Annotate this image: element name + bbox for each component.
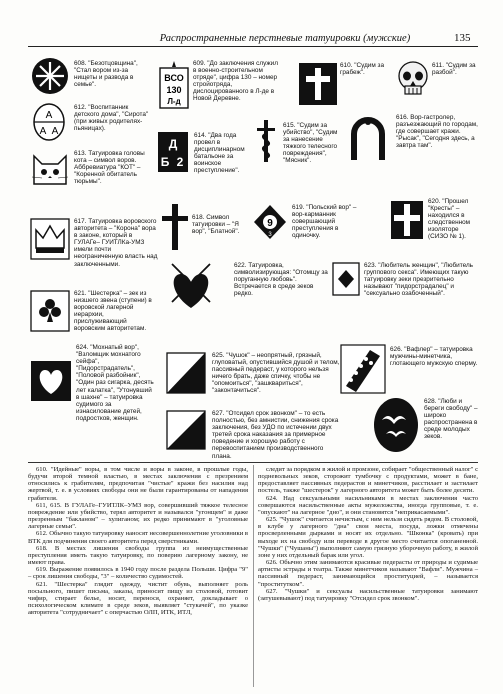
paragraph: 627. "Чушки" и сексуалы насильственные татуировки занимают (затушевывают) под татуировку "Отсидел срок звонком". [258,587,478,602]
tattoo-618-cross [160,202,190,252]
tattoo-617-crown [30,218,70,260]
shield-text-mid: 130 [166,85,182,95]
caption-627: 627. "Отсидел срок звонком" – то есть полностью, без амнистии, снижения срока заключения, без УДО по истечении двух третей срока наказания за примерное поведение и хорошую работу с перевоспитанием производственного плана. [212,410,339,460]
caption-620: 620. "Прошел "Кресты" – находился в следственном изоляторе (СИЗО № 1). [428,198,471,241]
caption-618: 618. Символ татуировки – "Я вор", "Блатной". [192,214,240,236]
caption-611: 611. "Судим за разбой". [432,62,476,77]
tattoo-610-cross [298,62,338,106]
paragraph: 610. "Идейные" воры, в том числе и воры в законе, в прошлые годы, будучи второй темной властью, в местах заключения с презрением относились к грабителям, предпочитая "чистые" кражи без насилия над жертвой, т. е. в условиях свободы они не были гарантированы от нападения грабителя. [28,466,248,502]
section-rule [28,462,478,463]
shield-text-bot: Л-д [167,97,181,106]
tattoo-612-letters [32,102,66,142]
letter-left: А [39,126,47,137]
paragraph: 618. В местах лишения свободы группа из неимущественные преступления иметь такую татуировку, по поверию лагерному закону, не имеют права. [28,544,248,567]
body-column-left [28,466,248,616]
tattoo-613-cat-head [30,150,70,186]
tattoo-615-dagger-snake [254,118,278,166]
tattoo-614-shield [156,130,190,174]
tattoo-611-skull [395,60,431,104]
paragraph: 626. Обычно этим занимаются красивые педерасты от природы и судимые артисты эстрады и театра. Также минетчиков называют "Вафли". Мужчина – пассивный педераст, занимающийся проституцией, – называется "проститутком". [258,559,478,588]
tattoo-616-horseshoe [346,112,390,164]
caption-612: 612. "Воспитанник детского дома", "Сирота" (при живых родителях-пьяницах). [74,104,149,133]
paragraph: следит за порядком в жилой и промзоне, собирает "общественный налог" с подневольных зеков, сторожит тумбочку с продуктами, может в бане, предоставляет пассивных педерастов и минетчиков, расстилает и застилает постель, также "шестерок" у лагерного авторитета может быть более десяти. [258,466,478,495]
paragraph: 619. Выражение появилось в 1940 году после раздела Польши. Цифра "9" – срок лишения свободы, "3" – количество судимостей. [28,566,248,581]
letter-right: А [51,126,59,137]
caption-614: 614. "Два года провел в дисциплинарном батальоне за воинское преступление". [194,132,245,175]
paragraph: 624. Над сексуальными насильниками в местах заключения часто совершаются насильственные акты мужеложства, иногда групповые, т. е. "опускают" на лагерное "дно", и они становятся "неприкасаемыми". [258,494,478,516]
column-separator [253,465,254,687]
letter-top: А [45,110,53,121]
tattoo-620-cross-shield [390,200,424,240]
running-header: Распространенные перстневые татуировки (мужские) [159,33,411,44]
tattoo-628-birds-oval [372,396,420,454]
tattoo-608-star-ring [30,56,70,96]
tattoo-624-heart-card [30,360,72,402]
paragraph: 621. "Шестерка" глядит одежду, чистит обувь, выполняет роль посыльного, пишет письма, заказы, приносит пищу из столовой, готовит чифир, стирает белье, носит, перенося, охраняет, докладывает о психологическом климате в среде зеков, выявляет "стукачей", по указке авторитета "сотрудничает" с оперчастью ОЛП, ИТК, ИТЛ, [28,580,248,617]
paragraph: 612. Обычно такую татуировку наносят несовершеннолетние уголовники в ВТК для подчинения своего авторитета перед сверстниками. [28,530,248,545]
caption-619: 619. "Польский вор" – вор-карманник совершающий преступления в одиночку. [292,204,357,240]
caption-625: 625. "Чушок" – неопрятный, грязный, глуповатый, опустившийся душой и телом, пассивный педераст, у которого нельзя ничего брать, даже спичку, чтобы не "опомоиться", "зашквариться", "законтачиться". [212,352,340,395]
paragraph: 625. "Чушок" считается нечистым, с ним нельзя сидеть рядом. В столовой, в клубе у лагерного "дна" свои места, посуда, ложки отмечены просверленными дырками и носят их отдельно. "Шконка" (кровать) при выходе их на свободу или переводе в другое место считается опоганенной. "Чушки" ("Чушаны") выполняют самую грязную уборочную работу, в жилой зоне у них отдельный барак или угол. [258,516,478,559]
diamond-subnumber: 3 [268,232,272,238]
caption-622: 622. Татуировка, символизирующая: "Отомщу за поруганную любовь". Встречается в среде зеков редко. [234,262,328,298]
shield-letter-d: Д [168,137,178,151]
shield-number: 2 [176,155,184,169]
caption-623: 623. "Любитель женщин", "Любитель группового секса". Имеющих такую татуировку зеки презрительно называют "пидорстрадалец" и "сексуально озабоченный". [364,262,474,298]
shield-text-top: ВСО [164,73,184,83]
tattoo-627-diagonal-square [166,410,206,450]
tattoo-625-diagonal-square [166,352,206,394]
tattoo-609-shield [157,60,191,110]
caption-615: 615. "Судим за убийство", "Судим за нанесение тяжкого телесного повреждения", "Мясник". [283,122,338,165]
caption-613: 613. Татуировка головы кота – символ воров. Аббревиатура "КОТ" – "Коренной обитатель тюрьмы". [74,150,145,186]
caption-626: 626. "Вафлер" – татуировка мужчины-минетчика, глотающего мужскую сперму. [390,346,478,368]
tattoo-626-domino [340,344,386,394]
caption-617: 617. Татуировка воровского авторитета – "Корона" вора в законе, который в ГУЛАГе– ГУИТЛКа-УМЗ имели почти неограниченную власть над заключенными. [74,218,158,268]
caption-624: 624. "Мохнатый вор", "Взломщик мохнатого сейфа", "Пидорстрадатель", "Половой разбойник", "Один раз сигарка, десять лет калатка", "Утонувший в шахне" – татуировка судимого за изнасилование детей, подростков, женщин. [76,344,154,422]
tattoo-621-clubs-card [30,290,70,332]
diamond-number: 9 [267,218,273,229]
caption-609: 609. "До заключения служил в военно-строительном отряде", цифра 130 – номер стройотряда, дислоцированного в Л-де в Новой Деревне. [193,60,278,103]
tattoo-622-heart-dagger [166,260,216,312]
page-number: 135 [454,32,471,44]
caption-621: 621. "Шестерка" – зек из низшего звена (ступени) в воровской лагерной иерархии, прислуживающий воровским авторитетам. [74,290,152,333]
header-rule [28,46,478,47]
paragraph: 611, 615. В ГУЛАГе–ГУИТЛК–УМЗ вор, совершивший тяжкое телесное повреждение или убийство, терял авторитет и назывался "угонщем" и даже презренным "бакланом" – хулиганом; их редко принимают в "уголовные лагерные семьи". [28,501,248,531]
caption-628: 628. "Люби и береги свободу" – широко распространена в среде молодых зеков. [424,398,478,441]
caption-608: 608. "Безотцовщина", "Стал вором из-за нищеты и развода в семье". [74,60,138,89]
tattoo-619-diamond [253,204,287,240]
caption-616: 616. Вор-гастролер, разъезжающий по городам, где совершает кражи. "Рысак", "Сегодня здесь, а завтра там". [396,114,478,150]
tattoo-623-suit-card [332,262,360,296]
caption-610: 610. "Судим за грабеж". [340,62,385,77]
body-column-right [258,466,478,602]
shield-letter-b: Б [160,155,170,169]
